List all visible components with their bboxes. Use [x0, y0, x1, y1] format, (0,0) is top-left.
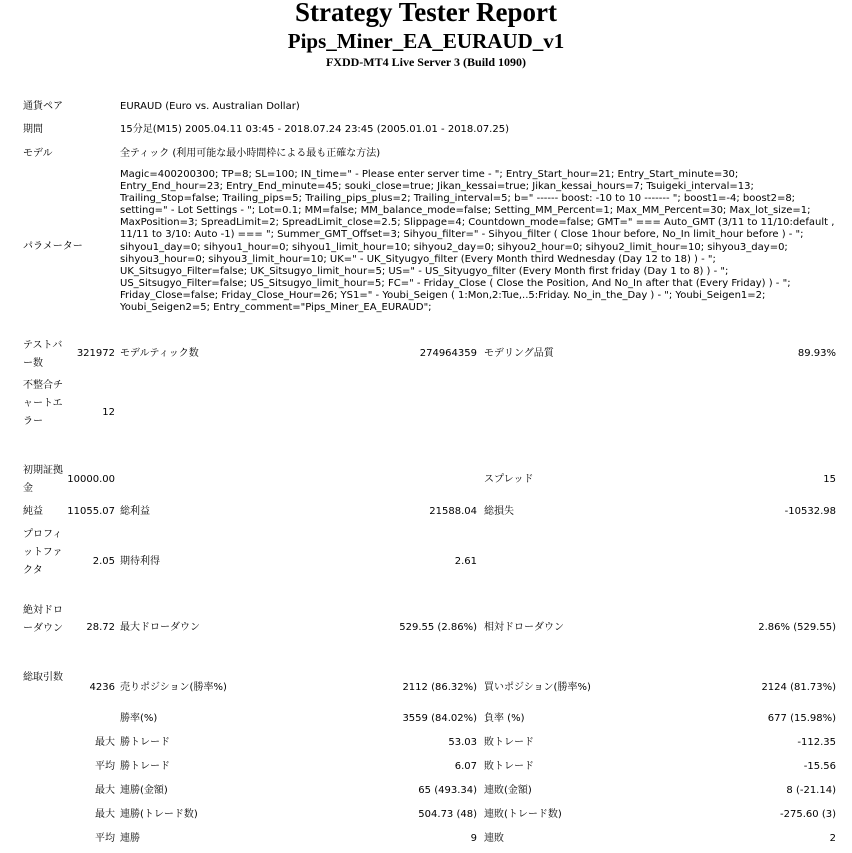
win-trades-label: 勝率(%): [120, 713, 158, 724]
ea-name: Pips_Miner_EA_EURAUD_v1: [287, 29, 565, 53]
total-trades-label: 総取引数: [23, 672, 63, 683]
max-cons-profit-label: 連勝(トレード数): [120, 809, 198, 820]
max-cons-losses-value: 8 (-21.14): [786, 785, 836, 796]
largest-loss-value: -112.35: [797, 737, 836, 748]
largest-win-label: 勝トレード: [120, 737, 170, 748]
long-positions-label: 買いポジション(勝率%): [484, 682, 591, 693]
mismatch-value: 12: [102, 407, 115, 418]
avg-cons-losses-label: 連敗: [484, 833, 504, 844]
expected-payoff-value: 2.61: [454, 556, 477, 567]
gross-profit-label: 総利益: [120, 506, 150, 517]
total-trades-value: 4236: [89, 682, 115, 693]
symbol-value: EURAUD (Euro vs. Australian Dollar): [120, 101, 300, 112]
avg-cons-losses-value: 2: [829, 833, 836, 844]
quality-label: モデリング品質: [484, 348, 554, 359]
avg-loss-value: -15.56: [803, 761, 836, 772]
symbol-label: 通貨ペア: [23, 101, 63, 112]
max-cons-loss-label: 連敗(トレード数): [484, 809, 562, 820]
largest-loss-label: 敗トレード: [484, 737, 534, 748]
largest-win-value: 53.03: [448, 737, 477, 748]
deposit-value: 10000.00: [67, 474, 115, 485]
expected-payoff-label: 期待利得: [120, 556, 160, 567]
avg-cons-prefix: 平均: [95, 833, 115, 844]
quality-value: 89.93%: [797, 348, 836, 359]
deposit-label: 初期証拠金: [23, 465, 63, 494]
mismatch-label: 不整合チャートエラー: [23, 380, 63, 427]
report-title: Strategy Tester Report: [295, 0, 557, 27]
params-value: Magic=400200300; TP=8; SL=100; IN_time=" - Please enter server time - "; Entry_Start_hour=21; Entry_Start_minute=30; Entry_End_hour=23; Entry_End_minute=45; souki_close=true; Jikan_kessai=true; Jikan_kessai_hours=7; Tsuigeki_interval=13; Trailing_Stop=false; Trailing_pips=5; Trailing_pips_plus=2; Trailing_interval=5; b=" ------ boost: -10 to 10 ------- "; boost1=-4; boost2=8; setting=" - Lot Settings - "; Lot=0.1; MM=false; MM_balance_mode=false; Setting_MM_Percent=1; Max_MM_Percent=30; Max_lot_size=1; MaxPosition=3; SpreadLimit=2; SpreadLimit_close=2.5; Slippage=4; Countdown_mode=false; GMT=" === Auto_GMT (3/11 to 11/10:default , 11/11 to 3/10: Auto -1) === "; Summer_GMT_Offset=3; Sihyou_filter=" - Sihyou_filter ( Close 1hour before, No_In limit_hour before ) - "; sihyou1_day=0; sihyou1_hour=0; sihyou1_limit_hour=10; sihyou2_day=0; sihyou2_hour=0; sihyou2_limit_hour=10; sihyou3_day=0; sihyou3_hour=0; sihyou3_limit_hour=10; UK=" - UK_Sityugyo_filter (Every Month third Wednesday (Day 12 to 18) ) - "; UK_Sitsugyo_Filter=false; UK_Sitsugyo_limit_hour=5; US=" - US_Sityugyo_filter (Every Month first friday (Day 1 to 8) ) - "; US_Sitsugyo_Filter=false; US_Sitsugyo_limit_hour=5; FC=" - Friday_Close ( Close the Position, And No_In after that (Every Friday) ) - "; Friday_Close=false; Friday_Close_Hour=26; YS1=" - Youbi_Seigen ( 1:Mon,2:Tue,..5:Friday. No_in_the_Day ) - "; Youbi_Seigen1=2; Youbi_Seigen2=5; Entry_comment="Pips_Miner_EA_EURAUD";: [120, 169, 835, 314]
short-positions-value: 2112 (86.32%): [402, 682, 477, 693]
avg-loss-label: 敗トレード: [484, 761, 534, 772]
bars-value: 321972: [76, 348, 115, 359]
loss-trades-label: 負率 (%): [484, 713, 525, 724]
max-cons-loss-value: -275.60 (3): [780, 809, 836, 820]
gross-profit-value: 21588.04: [429, 506, 477, 517]
max-cons-trades-prefix: 最大: [95, 809, 115, 820]
average-prefix: 平均: [95, 761, 115, 772]
net-label: 純益: [23, 506, 43, 517]
ticks-value: 274964359: [419, 348, 477, 359]
max-cons-wins-label: 連勝(金額): [120, 785, 168, 796]
gross-loss-value: -10532.98: [784, 506, 836, 517]
avg-win-label: 勝トレード: [120, 761, 170, 772]
max-cons-losses-label: 連敗(金額): [484, 785, 532, 796]
bars-label: テストバー数: [23, 340, 63, 369]
net-value: 11055.07: [67, 506, 115, 517]
max-drawdown-value: 529.55 (2.86%): [399, 622, 477, 633]
avg-cons-wins-label: 連勝: [120, 833, 140, 844]
gross-loss-label: 総損失: [484, 506, 514, 517]
max-drawdown-label: 最大ドローダウン: [120, 622, 200, 633]
profit-factor-value: 2.05: [92, 556, 115, 567]
profit-factor-label: プロフィットファクタ: [23, 529, 63, 576]
server-name: FXDD-MT4 Live Server 3 (Build 1090): [325, 55, 527, 69]
spread-value: 15: [823, 474, 836, 485]
params-label: パラメーター: [23, 241, 83, 252]
short-positions-label: 売りポジション(勝率%): [120, 682, 227, 693]
loss-trades-value: 677 (15.98%): [767, 713, 836, 724]
avg-cons-wins-value: 9: [470, 833, 477, 844]
largest-prefix: 最大: [95, 737, 115, 748]
model-label: モデル: [23, 148, 53, 159]
period-value: 15分足(M15) 2005.04.11 03:45 - 2018.07.24 23:45 (2005.01.01 - 2018.07.25): [120, 124, 509, 135]
max-cons-wins-value: 65 (493.34): [418, 785, 477, 796]
model-value: 全ティック (利用可能な最小時間枠による最も正確な方法): [120, 148, 381, 159]
period-label: 期間: [23, 124, 43, 135]
rel-drawdown-value: 2.86% (529.55): [758, 622, 836, 633]
abs-drawdown-label: 絶対ドローダウン: [23, 605, 63, 634]
ticks-label: モデルティック数: [120, 348, 199, 359]
abs-drawdown-value: 28.72: [86, 622, 115, 633]
win-trades-value: 3559 (84.02%): [402, 713, 477, 724]
max-cons-prefix: 最大: [95, 785, 115, 796]
max-cons-profit-value: 504.73 (48): [418, 809, 477, 820]
rel-drawdown-label: 相対ドローダウン: [484, 622, 564, 633]
long-positions-value: 2124 (81.73%): [761, 682, 836, 693]
avg-win-value: 6.07: [454, 761, 477, 772]
spread-label: スプレッド: [484, 474, 534, 485]
